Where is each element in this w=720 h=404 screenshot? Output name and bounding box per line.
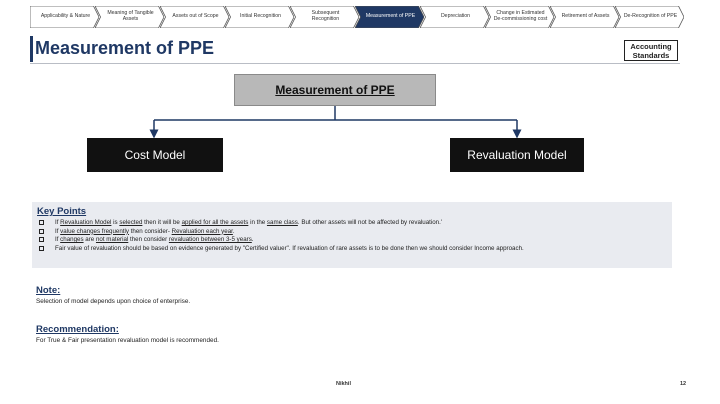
- nav-step-5[interactable]: [290, 6, 359, 28]
- title-accent-bar: [30, 36, 33, 62]
- key-point-emphasis: Revaluation Model: [60, 219, 112, 226]
- key-points-panel: [32, 202, 672, 268]
- nav-step-7[interactable]: [420, 6, 489, 28]
- note-heading: Note:: [36, 285, 61, 296]
- key-points-list: [37, 219, 667, 253]
- note-text: Selection of model depends upon choice of enterprise.: [36, 298, 191, 305]
- key-point-text: then consider: [128, 236, 169, 244]
- key-point-emphasis: not material: [95, 236, 129, 244]
- key-point-emphasis: value changes frequently: [60, 227, 129, 235]
- key-point-text: in the: [248, 219, 267, 226]
- key-point-item: [37, 228, 667, 237]
- title-divider: [30, 63, 680, 64]
- nav-step-3[interactable]: [160, 6, 229, 28]
- key-point-item: [37, 236, 667, 245]
- nav-step-label: Initial Recognition: [240, 13, 281, 20]
- nav-step-2[interactable]: [95, 6, 164, 28]
- key-point-text: then consider-: [128, 227, 172, 235]
- key-point-emphasis: revaluation between 3-5 years: [168, 236, 252, 244]
- checkbox-bullet-icon: [39, 246, 44, 251]
- key-point-emphasis: Revaluation each year: [171, 227, 233, 235]
- badge-line-1: Accounting: [630, 42, 672, 51]
- key-point-text: .: [232, 227, 235, 235]
- key-point-text: If: [55, 227, 61, 235]
- nav-step-label: Retirement of Assets: [561, 13, 610, 20]
- key-point-text: is: [111, 219, 120, 226]
- key-point-item: [37, 245, 667, 254]
- nav-step-label: Applicability & Nature: [40, 13, 91, 20]
- footer-author: Nikhil: [336, 381, 351, 387]
- key-point-text: Fair value of revaluation should be based on evidence generated by "Certified valuer". If revaluation of rare assets is to be done then we should consider Income approach.: [55, 244, 524, 252]
- key-point-emphasis: selected: [119, 219, 143, 226]
- recommendation-text: For True & Fair presentation revaluation model is recommended.: [36, 337, 219, 344]
- nav-step-label: Subsequent Recognition: [311, 10, 340, 22]
- key-point-text: If: [55, 219, 61, 226]
- key-point-text: .: [251, 236, 254, 244]
- key-point-text: then it will be: [142, 219, 182, 226]
- checkbox-bullet-icon: [39, 237, 44, 242]
- nav-step-label: Change in Estimated De-commissioning cost: [493, 10, 548, 22]
- accounting-standards-badge: [624, 40, 678, 61]
- key-point-text: If: [55, 236, 61, 244]
- checkbox-bullet-icon: [39, 220, 44, 225]
- note-section: [36, 285, 190, 305]
- revaluation-model-box: Revaluation Model: [450, 138, 584, 172]
- diagram-root-box: Measurement of PPE: [234, 74, 436, 106]
- process-nav: [30, 6, 680, 28]
- recommendation-section: [36, 324, 219, 344]
- key-point-text: are: [83, 236, 96, 244]
- nav-step-6[interactable]: [355, 6, 424, 28]
- nav-step-label: De-Recognition of PPE: [623, 13, 678, 20]
- nav-step-label: Assets out of Scope: [172, 13, 219, 20]
- nav-step-1[interactable]: [30, 6, 99, 28]
- nav-step-9[interactable]: [550, 6, 619, 28]
- checkbox-bullet-icon: [39, 229, 44, 234]
- key-point-emphasis: applied for all the assets: [181, 219, 249, 226]
- badge-line-2: Standards: [632, 51, 670, 60]
- page-title: Measurement of PPE: [35, 38, 215, 58]
- key-point-emphasis: same class: [266, 219, 298, 226]
- page-number: 12: [680, 381, 687, 387]
- key-points-heading: Key Points: [37, 206, 87, 217]
- nav-step-10[interactable]: [615, 6, 684, 28]
- key-point-emphasis: changes: [60, 236, 84, 244]
- cost-model-box: Cost Model: [87, 138, 223, 172]
- nav-step-label: Depreciation: [440, 13, 471, 20]
- recommendation-heading: Recommendation:: [36, 324, 119, 335]
- nav-step-label: Measurement of PPE: [365, 13, 416, 20]
- nav-step-label: Meaning of Tangible Assets: [107, 10, 154, 22]
- key-point-item: [37, 219, 667, 228]
- nav-step-4[interactable]: [225, 6, 294, 28]
- nav-step-8[interactable]: [485, 6, 554, 28]
- key-point-text: . But other assets will not be affected by revaluation.': [297, 219, 443, 226]
